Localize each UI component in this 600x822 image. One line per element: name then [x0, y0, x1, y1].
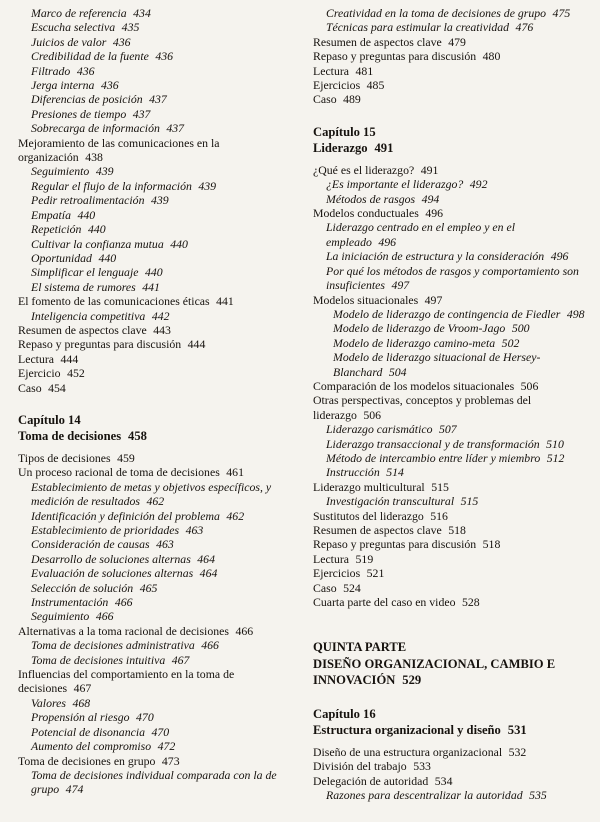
toc-entry-label: Modelos situacionales [313, 292, 419, 307]
toc-entry-page-number: 440 [77, 207, 96, 222]
toc-subsection-entry [18, 739, 291, 753]
toc-subsection-entry [18, 552, 291, 566]
toc-subsection-entry [18, 280, 291, 294]
toc-entry-label: QUINTA PARTE [313, 640, 407, 655]
toc-entry-page-number: 452 [67, 366, 85, 381]
toc-entry-label: ¿Qué es el liderazgo? [313, 162, 415, 177]
toc-chapter-number [313, 706, 586, 722]
toc-subsection-entry [18, 768, 291, 797]
toc-entry-page-number: 533 [413, 759, 431, 774]
toc-subsection-entry [18, 6, 291, 20]
toc-entry-label: Filtrado [31, 63, 71, 78]
toc-entry-page-number: 464 [199, 566, 218, 581]
toc-section-entry [313, 78, 586, 92]
toc-chapter-number [18, 412, 291, 428]
toc-entry-page-number: 461 [226, 465, 244, 480]
toc-entry-page-number: 518 [482, 537, 501, 552]
toc-section-entry [313, 293, 586, 307]
toc-entry-label: Capítulo 16 [313, 706, 376, 721]
toc-subsection-entry [313, 264, 586, 293]
toc-entry-page-number: 458 [128, 428, 147, 443]
toc-entry-label: Valores [31, 695, 66, 710]
toc-subsection-entry [18, 208, 291, 222]
toc-entry-label: Diseño de una estructura organizacional [313, 744, 503, 759]
toc-entry-label: Consideración de causas [31, 537, 150, 552]
toc-entry-page-number: 497 [424, 292, 443, 307]
toc-section-entry [313, 379, 586, 393]
toc-subsection-entry [18, 480, 291, 509]
toc-section-entry [313, 64, 586, 78]
toc-entry-page-number: 515 [460, 494, 479, 509]
toc-section-entry [313, 35, 586, 49]
toc-entry-label: Instrumentación [31, 595, 109, 610]
toc-entry-page-number: 512 [546, 450, 565, 465]
toc-subsection-entry [18, 193, 291, 207]
toc-entry-page-number: 528 [461, 595, 480, 610]
toc-subsection-entry [18, 107, 291, 121]
toc-entry-label: Alternativas a la toma racional de decisiones [18, 623, 229, 638]
toc-entry-label: Juicios de valor [31, 34, 107, 49]
toc-subsection-entry [313, 249, 586, 263]
toc-entry-label: DISEÑO ORGANIZACIONAL, CAMBIO E INNOVACIÓN [313, 656, 556, 688]
toc-section-entry [313, 509, 586, 523]
toc-entry-label: Caso [313, 92, 337, 107]
toc-entry-page-number: 472 [157, 739, 176, 754]
toc-entry-page-number: 474 [65, 782, 84, 797]
toc-entry-page-number: 491 [374, 140, 394, 155]
toc-subsection-entry [18, 523, 291, 537]
toc-entry-page-number: 440 [98, 250, 117, 265]
toc-entry-label: Presiones de tiempo [31, 106, 127, 121]
toc-section-entry [18, 667, 291, 696]
toc-entry-page-number: 437 [166, 121, 185, 136]
toc-entry-page-number: 510 [546, 436, 564, 451]
toc-entry-label: Tipos de decisiones [18, 450, 111, 465]
toc-subsection-entry [18, 595, 291, 609]
toc-entry-label: Repaso y preguntas para discusión [18, 337, 182, 352]
toc-subsection-entry [313, 321, 586, 335]
toc-entry-page-number: 535 [529, 788, 547, 803]
toc-subsection-entry [313, 6, 586, 20]
toc-column-left [18, 6, 291, 822]
toc-entry-label: Modelo de liderazgo situacional de Hersey-Blanchard [333, 350, 541, 379]
toc-entry-page-number: 444 [60, 351, 79, 366]
toc-section-entry [18, 451, 291, 465]
toc-subsection-entry [18, 20, 291, 34]
toc-section-entry [313, 595, 586, 609]
toc-section-entry [313, 759, 586, 773]
toc-entry-label: Potencial de disonancia [31, 724, 146, 739]
toc-entry-page-number: 532 [508, 744, 527, 759]
toc-entry-label: Sustitutos del liderazgo [313, 508, 424, 523]
toc-subsection-entry [18, 265, 291, 279]
toc-entry-page-number: 437 [132, 106, 151, 121]
toc-entry-page-number: 434 [133, 6, 151, 20]
toc-entry-page-number: 489 [343, 92, 361, 107]
toc-entry-page-number: 504 [388, 364, 407, 379]
toc-entry-page-number: 436 [155, 49, 174, 64]
toc-entry-label: Toma de decisiones [18, 428, 122, 443]
toc-subsection-entry [18, 638, 291, 652]
toc-chapter-title [313, 722, 586, 738]
toc-entry-page-number: 465 [139, 580, 158, 595]
toc-part-title [313, 656, 586, 689]
toc-entry-label: Ejercicios [313, 78, 361, 93]
toc-entry-page-number: 467 [73, 681, 92, 696]
toc-section-entry [18, 366, 291, 380]
toc-section-entry [313, 552, 586, 566]
toc-entry-label: Comparación de los modelos situacionales [313, 378, 515, 393]
toc-entry-label: Regular el flujo de la información [31, 178, 192, 193]
toc-entry-page-number: 492 [469, 177, 488, 192]
toc-entry-page-number: 476 [515, 20, 534, 35]
toc-entry-label: Evaluación de soluciones alternas [31, 566, 194, 581]
toc-subsection-entry [313, 451, 586, 465]
toc-subsection-entry [18, 179, 291, 193]
toc-section-entry [313, 774, 586, 788]
toc-entry-page-number: 507 [439, 422, 457, 437]
toc-entry-label: Aumento del compromiso [31, 739, 152, 754]
toc-entry-label: Propensión al riesgo [31, 710, 130, 725]
toc-entry-label: Ejercicios [313, 566, 361, 581]
toc-subsection-entry [18, 35, 291, 49]
toc-entry-page-number: 519 [355, 551, 374, 566]
toc-entry-label: Liderazgo [313, 140, 368, 155]
toc-entry-page-number: 468 [72, 695, 91, 710]
toc-entry-page-number: 436 [112, 34, 131, 49]
toc-entry-page-number: 442 [151, 308, 170, 323]
toc-subsection-entry [18, 237, 291, 251]
toc-section-entry [313, 566, 586, 580]
toc-subsection-entry [18, 566, 291, 580]
toc-entry-label: Estructura organizacional y diseño [313, 722, 501, 737]
toc-entry-page-number: 502 [501, 335, 520, 350]
toc-subsection-entry [18, 64, 291, 78]
toc-section-entry [18, 465, 291, 479]
toc-subsection-entry [18, 725, 291, 739]
toc-subsection-entry [18, 696, 291, 710]
toc-entry-label: Razones para descentralizar la autoridad [326, 788, 523, 803]
toc-entry-label: Métodos de rasgos [326, 191, 416, 206]
toc-entry-label: Seguimiento [31, 609, 90, 624]
toc-section-entry [18, 136, 291, 165]
toc-entry-page-number: 531 [507, 722, 527, 737]
toc-entry-page-number: 479 [448, 34, 466, 49]
toc-entry-label: Diferencias de posición [31, 92, 143, 107]
toc-entry-page-number: 464 [197, 551, 215, 566]
toc-entry-label: Repaso y preguntas para discusión [313, 537, 477, 552]
toc-entry-label: Inteligencia competitiva [31, 308, 146, 323]
toc-entry-page-number: 440 [87, 222, 106, 237]
toc-entry-page-number: 439 [150, 193, 169, 208]
toc-entry-page-number: 437 [149, 92, 167, 107]
toc-entry-label: Jerga interna [31, 78, 95, 93]
toc-entry-label: Liderazgo transaccional y de transformación [326, 436, 540, 451]
toc-entry-page-number: 466 [114, 595, 133, 610]
toc-entry-label: Cultivar la confianza mutua [31, 236, 164, 251]
toc-entry-label: Toma de decisiones administrativa [31, 638, 195, 653]
toc-section-entry [18, 624, 291, 638]
toc-section-entry [18, 754, 291, 768]
toc-entry-label: Repaso y preguntas para discusión [313, 49, 477, 64]
toc-section-entry [18, 323, 291, 337]
toc-section-entry [313, 393, 586, 422]
toc-entry-page-number: 514 [386, 465, 404, 480]
toc-subsection-entry [18, 222, 291, 236]
toc-entry-page-number: 518 [448, 523, 466, 537]
toc-entry-label: Credibilidad de la fuente [31, 49, 149, 64]
toc-entry-label: Otras perspectivas, conceptos y problemas del liderazgo [313, 393, 532, 422]
toc-entry-label: Delegación de autoridad [313, 773, 429, 788]
toc-entry-page-number: 470 [151, 724, 170, 739]
toc-section-entry [313, 537, 586, 551]
toc-entry-page-number: 467 [171, 652, 190, 667]
toc-subsection-entry [18, 653, 291, 667]
toc-entry-page-number: 444 [187, 337, 206, 352]
toc-entry-label: Capítulo 14 [18, 412, 81, 427]
toc-subsection-entry [313, 192, 586, 206]
toc-entry-label: Lectura [313, 63, 350, 78]
toc-entry-label: Cuarta parte del caso en video [313, 595, 456, 610]
toc-subsection-entry [313, 220, 586, 249]
toc-section-entry [18, 337, 291, 351]
toc-entry-page-number: 496 [378, 234, 397, 249]
toc-entry-page-number: 515 [431, 479, 449, 494]
toc-entry-page-number: 441 [142, 279, 160, 294]
toc-entry-page-number: 496 [550, 249, 569, 264]
toc-entry-page-number: 466 [201, 638, 219, 653]
toc-entry-page-number: 496 [425, 206, 444, 221]
toc-entry-page-number: 506 [363, 407, 382, 422]
toc-entry-label: Método de intercambio entre líder y miembro [326, 450, 541, 465]
toc-entry-label: Por qué los métodos de rasgos y comportamiento son insuficientes [326, 263, 579, 293]
toc-entry-label: El sistema de rumores [31, 279, 136, 294]
toc-entry-page-number: 439 [95, 164, 114, 179]
toc-entry-page-number: 494 [421, 191, 440, 206]
toc-entry-label: Influencias del comportamiento en la toma de decisiones [18, 667, 235, 696]
toc-entry-label: Resumen de aspectos clave [313, 34, 442, 49]
toc-section-entry [313, 523, 586, 537]
toc-entry-page-number: 498 [566, 306, 585, 321]
toc-subsection-entry [313, 465, 586, 479]
toc-entry-label: Mejoramiento de las comunicaciones en la organización [18, 135, 220, 165]
toc-entry-page-number: 436 [76, 63, 95, 78]
toc-entry-page-number: 435 [121, 20, 140, 35]
toc-entry-page-number: 497 [391, 278, 410, 293]
toc-entry-page-number: 443 [153, 322, 171, 337]
toc-subsection-entry [18, 309, 291, 323]
toc-subsection-entry [18, 121, 291, 135]
toc-entry-page-number: 463 [185, 523, 204, 537]
toc-entry-page-number: 462 [226, 508, 245, 523]
toc-entry-page-number: 440 [144, 265, 163, 280]
toc-entry-label: Empatía [31, 207, 71, 222]
toc-entry-page-number: 470 [136, 710, 154, 725]
toc-entry-label: Modelo de liderazgo de contingencia de Fiedler [333, 306, 561, 321]
toc-entry-label: Resumen de aspectos clave [18, 322, 147, 337]
toc-section-entry [313, 745, 586, 759]
toc-column-right [313, 6, 586, 822]
toc-chapter-title [313, 140, 586, 156]
toc-entry-page-number: 441 [216, 294, 234, 309]
toc-entry-page-number: 462 [146, 494, 165, 509]
toc-entry-page-number: 475 [552, 6, 571, 20]
toc-entry-label: Capítulo 15 [313, 124, 376, 139]
toc-entry-label: Desarrollo de soluciones alternas [31, 551, 191, 566]
toc-entry-label: Modelo de liderazgo de Vroom-Jago [333, 321, 506, 336]
toc-entry-label: La iniciación de estructura y la consideración [326, 249, 545, 264]
toc-subsection-entry [18, 49, 291, 63]
toc-entry-label: Simplificar el lenguaje [31, 265, 139, 280]
toc-entry-page-number: 463 [156, 537, 174, 552]
toc-entry-page-number: 466 [95, 609, 114, 624]
toc-subsection-entry [313, 437, 586, 451]
toc-entry-page-number: 459 [117, 450, 135, 465]
toc-entry-page-number: 454 [48, 380, 66, 395]
toc-entry-label: Marco de referencia [31, 6, 127, 20]
toc-entry-label: Técnicas para estimular la creatividad [326, 20, 510, 35]
toc-entry-page-number: 438 [85, 150, 103, 165]
toc-entry-label: Toma de decisiones intuitiva [31, 652, 166, 667]
toc-section-entry [313, 92, 586, 106]
toc-section-entry [18, 381, 291, 395]
toc-entry-label: Lectura [18, 351, 55, 366]
toc-entry-page-number: 516 [430, 508, 448, 523]
toc-entry-label: El fomento de las comunicaciones éticas [18, 294, 210, 309]
toc-chapter-number [313, 124, 586, 140]
toc-subsection-entry [313, 307, 586, 321]
toc-entry-page-number: 439 [198, 178, 217, 193]
toc-subsection-entry [18, 537, 291, 551]
toc-entry-label: Modelo de liderazgo camino-meta [333, 335, 496, 350]
toc-entry-label: Resumen de aspectos clave [313, 523, 442, 537]
toc-entry-label: Establecimiento de metas y objetivos específicos, y medición de resultados [31, 479, 272, 509]
toc-entry-label: Escucha selectiva [31, 20, 116, 35]
toc-entry-label: Toma de decisiones en grupo [18, 753, 156, 768]
toc-subsection-entry [313, 788, 586, 802]
toc-subsection-entry [313, 494, 586, 508]
toc-entry-label: Modelos conductuales [313, 206, 419, 221]
toc-section-entry [18, 294, 291, 308]
toc-entry-label: Liderazgo centrado en el empleo y en el empleado [326, 220, 516, 249]
toc-entry-label: Lectura [313, 551, 350, 566]
toc-section-entry [18, 352, 291, 366]
toc-subsection-entry [18, 92, 291, 106]
toc-section-entry [313, 49, 586, 63]
toc-subsection-entry [313, 350, 586, 379]
toc-section-entry [313, 206, 586, 220]
toc-entry-label: Seguimiento [31, 164, 90, 179]
toc-entry-label: Liderazgo carismático [326, 422, 433, 437]
toc-subsection-entry [18, 78, 291, 92]
toc-entry-label: Investigación transcultural [326, 494, 455, 509]
toc-section-entry [313, 480, 586, 494]
toc-entry-page-number: 534 [434, 773, 453, 788]
toc-entry-label: Ejercicio [18, 366, 61, 381]
toc-entry-label: Selección de solución [31, 580, 134, 595]
toc-entry-label: Instrucción [326, 465, 380, 480]
toc-section-entry [313, 163, 586, 177]
toc-entry-page-number: 521 [366, 566, 385, 581]
toc-entry-label: Caso [313, 580, 337, 595]
toc-subsection-entry [313, 336, 586, 350]
toc-subsection-entry [18, 251, 291, 265]
toc-entry-page-number: 491 [420, 162, 439, 177]
toc-entry-page-number: 529 [402, 673, 422, 688]
toc-entry-label: Creatividad en la toma de decisiones de grupo [326, 6, 547, 20]
toc-subsection-entry [313, 422, 586, 436]
toc-entry-page-number: 473 [161, 753, 180, 768]
toc-subsection-entry [313, 177, 586, 191]
toc-chapter-title [18, 428, 291, 444]
toc-subsection-entry [18, 581, 291, 595]
toc-entry-page-number: 506 [520, 378, 539, 393]
toc-entry-label: Establecimiento de prioridades [31, 523, 180, 537]
toc-section-entry [313, 581, 586, 595]
toc-entry-page-number: 485 [366, 78, 385, 93]
toc-entry-label: Pedir retroalimentación [31, 193, 145, 208]
toc-part-label [313, 639, 586, 656]
toc-subsection-entry [18, 710, 291, 724]
toc-entry-label: Liderazgo multicultural [313, 479, 425, 494]
toc-entry-page-number: 500 [511, 321, 530, 336]
toc-entry-label: Un proceso racional de toma de decisiones [18, 465, 220, 480]
toc-entry-label: Oportunidad [31, 250, 92, 265]
toc-entry-label: Repetición [31, 222, 82, 237]
toc-entry-page-number: 480 [482, 49, 501, 64]
toc-entry-label: Toma de decisiones individual comparada con la de grupo [31, 767, 277, 797]
toc-subsection-entry [18, 509, 291, 523]
toc-entry-page-number: 524 [343, 580, 361, 595]
toc-entry-page-number: 466 [235, 623, 254, 638]
toc-entry-label: Sobrecarga de información [31, 121, 160, 136]
toc-entry-label: Identificación y definición del problema [31, 508, 220, 523]
toc-entry-page-number: 436 [100, 78, 119, 93]
toc-entry-label: División del trabajo [313, 759, 407, 774]
toc-subsection-entry [18, 609, 291, 623]
toc-subsection-entry [18, 164, 291, 178]
toc-entry-page-number: 481 [355, 63, 374, 78]
toc-entry-label: Caso [18, 380, 42, 395]
toc-entry-label: ¿Es importante el liderazgo? [326, 177, 464, 192]
toc-subsection-entry [313, 20, 586, 34]
toc-entry-page-number: 440 [170, 236, 188, 251]
